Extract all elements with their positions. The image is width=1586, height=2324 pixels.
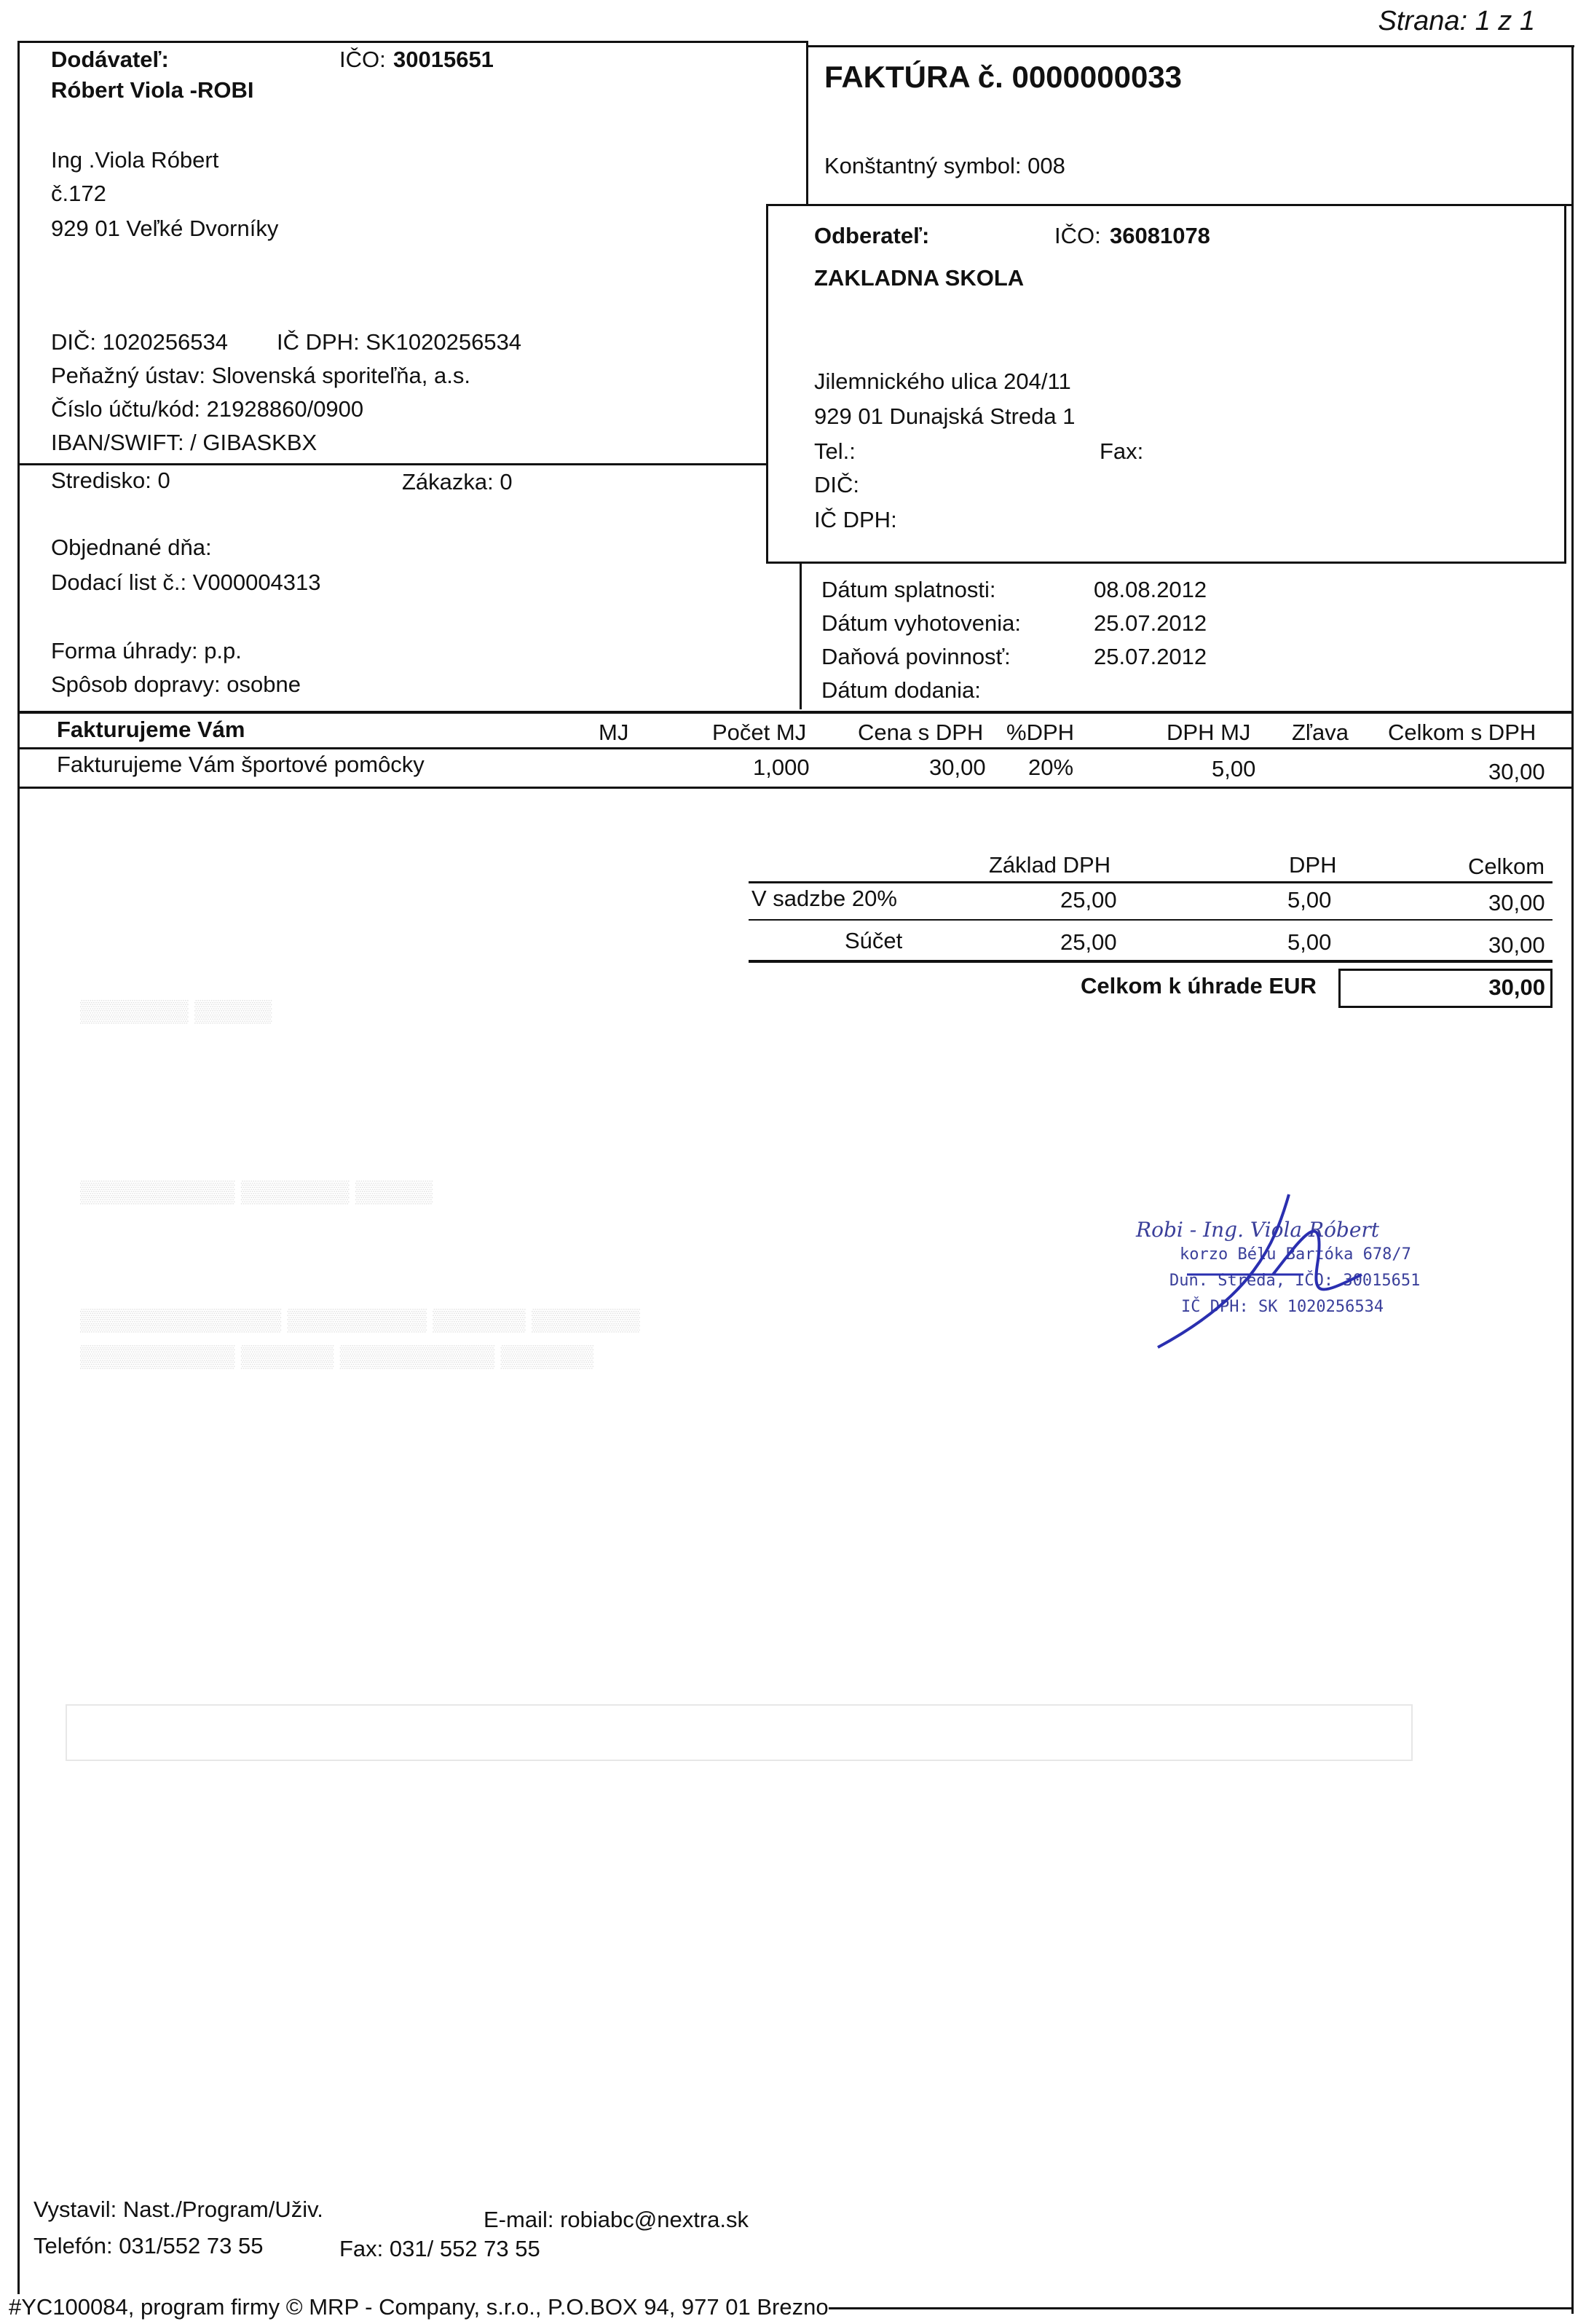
customer-ic-dph: IČ DPH: xyxy=(814,507,897,532)
summary-rate-label: V sadzbe 20% xyxy=(751,886,897,911)
footer-phone: Telefón: 031/552 73 55 xyxy=(33,2233,264,2258)
supplier-iban: IBAN/SWIFT: / GIBASKBX xyxy=(51,430,317,455)
supplier-label: Dodávateľ: xyxy=(51,47,169,72)
supplier-divider xyxy=(17,463,768,465)
summary-total-header: Celkom xyxy=(1468,854,1545,879)
tax-date: 25.07.2012 xyxy=(1094,644,1207,669)
frame-top-right xyxy=(806,45,1574,47)
dates-left-border xyxy=(800,564,802,709)
customer-tel: Tel.: xyxy=(814,438,856,464)
due-date-label: Dátum splatnosti: xyxy=(821,577,996,602)
customer-ico: 36081078 xyxy=(1110,223,1210,248)
ghost-text: ▒▒▒▒▒▒▒▒▒▒ ▒▒▒▒▒▒▒ ▒▒▒▒▒ xyxy=(80,1180,433,1204)
supplier-account: Číslo účtu/kód: 21928860/0900 xyxy=(51,396,364,422)
customer-ico-label: IČO: xyxy=(1054,223,1101,248)
order-number: Zákazka: 0 xyxy=(402,469,513,495)
items-header-bottom xyxy=(17,747,1574,749)
col-price-header: Cena s DPH xyxy=(858,720,984,745)
summary-rate-line xyxy=(749,919,1553,921)
ghost-text: ▒▒▒▒▒▒▒ ▒▒▒▒▒ xyxy=(80,999,272,1023)
item-description: Fakturujeme Vám športové pomôcky xyxy=(57,752,425,777)
summary-vat-header: DPH xyxy=(1289,852,1337,878)
due-date: 08.08.2012 xyxy=(1094,577,1207,602)
frame-mid-vertical xyxy=(806,41,808,204)
item-price: 30,00 xyxy=(929,755,986,780)
stamp-line-2: korzo Bélu Bartóka 678/7 xyxy=(1180,1245,1411,1264)
frame-left xyxy=(17,41,20,2309)
item-vat-rate: 20% xyxy=(1028,755,1074,780)
item-qty: 1,000 xyxy=(753,755,810,780)
item-vat-unit: 5,00 xyxy=(1212,756,1256,781)
stamp-line-1: Robi - Ing. Viola Róbert xyxy=(1136,1218,1380,1242)
ordered-on: Objednané dňa: xyxy=(51,535,212,560)
issued-date-label: Dátum vyhotovenia: xyxy=(821,610,1021,636)
summary-rate-base: 25,00 xyxy=(1060,887,1117,913)
tax-date-label: Daňová povinnosť: xyxy=(821,644,1011,669)
frame-right xyxy=(1571,45,1574,2314)
col-description-header: Fakturujeme Vám xyxy=(57,717,245,742)
signature-icon xyxy=(1085,1165,1435,1355)
stamp-line-3: Dun. Streda, IČO: 30015651 xyxy=(1169,1272,1421,1290)
issued-date: 25.07.2012 xyxy=(1094,610,1207,636)
supplier-contact: Ing .Viola Róbert xyxy=(51,147,219,173)
items-row-bottom xyxy=(17,787,1574,789)
customer-name: ZAKLADNA SKOLA xyxy=(814,265,1025,291)
delivery-date-label: Dátum dodania: xyxy=(821,677,981,703)
stamp-line-4: IČ DPH: SK 1020256534 xyxy=(1181,1298,1384,1316)
item-total: 30,00 xyxy=(1488,759,1545,784)
supplier-city: 929 01 Veľké Dvorníky xyxy=(51,216,279,241)
col-vat-unit-header: DPH MJ xyxy=(1167,720,1251,745)
ghost-table-top xyxy=(66,1704,1413,1761)
cost-center: Stredisko: 0 xyxy=(51,468,170,493)
delivery-note: Dodací list č.: V000004313 xyxy=(51,570,321,595)
col-total-header: Celkom s DPH xyxy=(1388,720,1536,745)
transport-method: Spôsob dopravy: osobne xyxy=(51,671,301,697)
summary-sum-base: 25,00 xyxy=(1060,929,1117,955)
ghost-text: ▒▒▒▒▒▒▒▒▒▒ ▒▒▒▒▒▒ ▒▒▒▒▒▒▒▒▒▒ ▒▒▒▒▒▒ xyxy=(80,1344,594,1368)
supplier-dic: DIČ: 1020256534 xyxy=(51,329,229,355)
company-stamp xyxy=(1085,1165,1435,1355)
supplier-street: č.172 xyxy=(51,181,106,206)
summary-sum-label: Súčet xyxy=(845,928,903,953)
summary-base-header: Základ DPH xyxy=(989,852,1111,878)
page-indicator: Strana: 1 z 1 xyxy=(1378,6,1535,36)
footer-issued-by: Vystavil: Nast./Program/Uživ. xyxy=(33,2197,323,2222)
supplier-name: Róbert Viola -ROBI xyxy=(51,77,254,103)
supplier-ico: 30015651 xyxy=(393,47,494,72)
col-discount-header: Zľava xyxy=(1292,720,1349,745)
supplier-ico-label: IČO: xyxy=(339,47,386,72)
invoice-title: FAKTÚRA č. 0000000033 xyxy=(824,60,1183,94)
payment-form: Forma úhrady: p.p. xyxy=(51,638,242,663)
customer-city: 929 01 Dunajská Streda 1 xyxy=(814,403,1076,429)
col-unit-header: MJ xyxy=(599,720,629,745)
col-qty-header: Počet MJ xyxy=(712,720,807,745)
constant-symbol: Konštantný symbol: 008 xyxy=(824,153,1065,178)
col-vat-rate-header: %DPH xyxy=(1006,720,1075,745)
customer-street: Jilemnického ulica 204/11 xyxy=(814,369,1071,394)
customer-label: Odberateľ: xyxy=(814,223,930,248)
summary-rate-total: 30,00 xyxy=(1488,890,1545,915)
supplier-ic-dph: IČ DPH: SK1020256534 xyxy=(277,329,522,355)
supplier-bank: Peňažný ústav: Slovenská sporiteľňa, a.s. xyxy=(51,363,470,388)
grand-total-value: 30,00 xyxy=(1488,974,1545,1000)
grand-total-label: Celkom k úhrade EUR xyxy=(1081,973,1317,998)
footer-fax: Fax: 031/ 552 73 55 xyxy=(339,2236,540,2261)
footer-software: #YC100084, program firmy © MRP - Company, s.r.o., P.O.BOX 94, 977 01 Brezno xyxy=(9,2294,829,2320)
footer-email: E-mail: robiabc@nextra.sk xyxy=(484,2207,749,2232)
summary-sum-line xyxy=(749,960,1553,963)
customer-dic: DIČ: xyxy=(814,472,859,497)
frame-top-left xyxy=(17,41,806,43)
customer-fax: Fax: xyxy=(1100,438,1144,464)
ghost-text: ▒▒▒▒▒▒▒▒▒▒▒▒▒ ▒▒▒▒▒▒▒▒▒ ▒▒▒▒▒▒ ▒▒▒▒▒▒▒ xyxy=(80,1308,640,1332)
summary-sum-total: 30,00 xyxy=(1488,932,1545,958)
summary-header-line xyxy=(749,881,1553,883)
summary-rate-vat: 5,00 xyxy=(1287,887,1332,913)
items-header-top xyxy=(17,711,1574,714)
summary-sum-vat: 5,00 xyxy=(1287,929,1332,955)
